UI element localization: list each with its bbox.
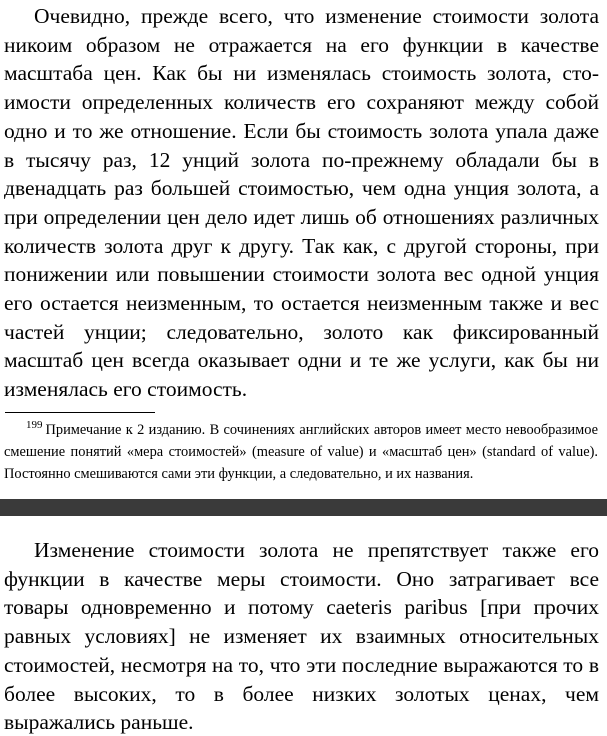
body-paragraph: Изменение стоимости золота не препятствует также его функции в качестве меры стоимости. Оно затрагивает все товары одновременно и потому caeteris paribus [при прочих равных условиях] не изменяет их взаимных относительных стоимостей, несмотря на то, что эти последние выражаются то в более высоких, то в более низких золотых ценах, чем выражались раньше.	[4, 538, 599, 735]
footnote-separator	[5, 412, 155, 413]
footnote	[0, 419, 607, 485]
body-paragraph: Очевидно, прежде всего, что изменение стоимости золота никоим образом не отражается на его функции в качестве масштаба цен. Как бы ни изменялась стоимость золота, стоимости определенных количеств его сохраняют между собой одно и то же отношение. Если бы стоимость золота упала даже в тысячу раз, 12 унций золота по-прежнему обладали бы в двенадцать раз большей стоимостью, чем одна унция золота, а при определении цен дело идет лишь об отношениях различных количеств золота друг к другу. Так как, с другой стороны, при понижении или повышении стоимости золота вес одной унция его остается неизменным, то остается неизменным также и вес частей унции; следовательно, золото как фиксированный масштаб цен всегда оказывает одни и те же услуги, как бы ни изменялась его стоимость.	[4, 4, 599, 402]
footnote-number: 199	[26, 419, 43, 432]
document-page-bottom	[0, 516, 607, 736]
footnote-text: Примечание к 2 изданию. В сочинениях английских авторов имеет место невообразимое смешение понятий «мера стоимостей» (measure of value) и «масштаб цен» (standard of value). Постоянно смешиваются сами эти функции, а следовательно, и их названия.	[4, 421, 598, 482]
